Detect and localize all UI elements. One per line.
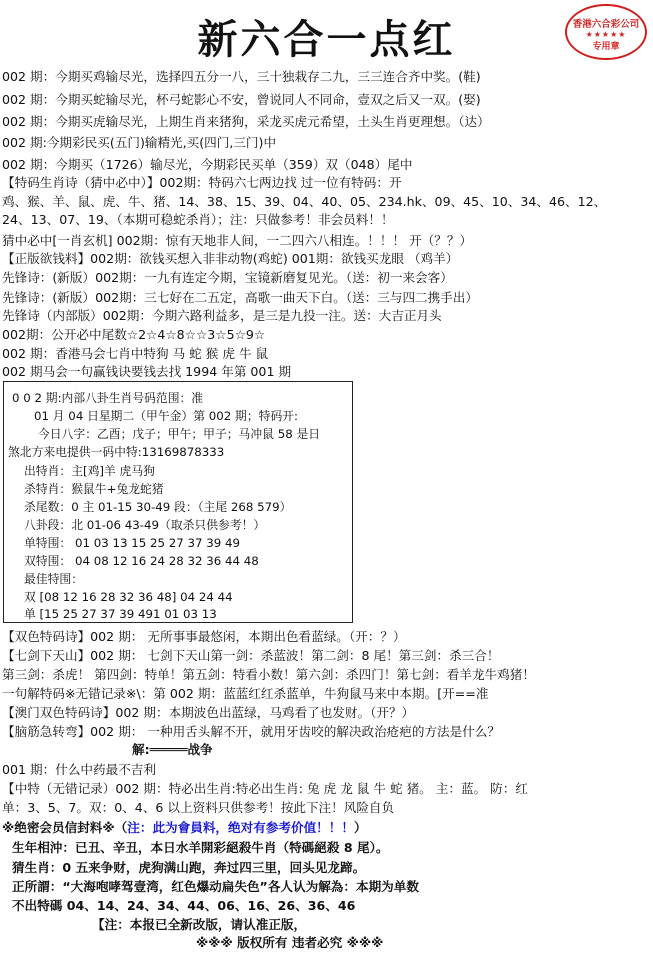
text-line: 一句解特码※无错记录※\：第 002 期：蓝蓝红红杀蓝单，牛狗鼠马来中本期。[开==准 <box>2 686 489 701</box>
bold-line: 不出特碼 04、14、24、34、44、06、16、26、36、46 <box>12 898 356 913</box>
text-line: 002 期：今期买（1726）输尽光，今期彩民买单（359）双（048）尾中 <box>2 157 413 172</box>
box-line: 单特围： 01 03 13 15 25 27 37 39 49 <box>24 536 241 550</box>
box-line: 今日八字：乙酉；戊子；甲午；甲子；马冲鼠 58 是日 <box>38 427 321 441</box>
box-line: 0 0 2 期:内部八卦生肖号码范围：准 <box>12 391 204 405</box>
vip-suffix: ） <box>353 820 367 835</box>
box-line: 01 月 04 日星期二（甲午金）第 002 期；特码开: <box>34 409 299 423</box>
text-line: 001 期：什么中药最不吉利 <box>2 762 156 777</box>
text-line: 002 期马会一句赢钱诀要钱去找 1994 年第 001 期 <box>2 364 292 379</box>
box-line: 最佳特围： <box>24 572 83 586</box>
text-line: 猜中必中[一肖玄机] 002期：惊有天地非人间，一二四六八相连。！！！ 开（？？） <box>2 233 473 248</box>
vip-note: 注：此为會員料，绝对有参考价值！！！ <box>127 820 354 835</box>
prediction-box <box>3 381 353 623</box>
bold-line: 【注：本报已全新改版，请认准正版， <box>92 917 307 932</box>
box-line: 杀特肖：猴鼠牛+兔龙蛇猪 <box>24 482 164 496</box>
text-line: 先锋诗：(新版）002期：一九有连定今期，宝镜新磨复见光。（送：初一来会客） <box>2 270 453 285</box>
riddle-answer: 解:═════战争 <box>132 742 213 757</box>
seal-line3: 专用章 <box>592 42 620 52</box>
official-seal <box>565 4 647 60</box>
text-line: 002 期：今期买鸡输尽光，选择四五分一八，三十独栽存二九，三三连合齐中奖。(鞋) <box>2 69 481 84</box>
text-line: 002 期:今期彩民买(五门)输精光,买(四门,三门)中 <box>2 135 277 150</box>
box-line: 出特肖：主[鸡]羊 虎马狗 <box>24 464 155 478</box>
text-line: 【正版欲钱料】002期：欲钱买想入非非动物(鸡蛇) 001期：欲钱买龙眼 （鸡羊） <box>2 251 459 266</box>
vip-prefix: ※绝密会员信封料※（ <box>2 820 128 835</box>
page-title: 新六合一点红 <box>197 16 456 63</box>
text-line: 先锋诗（内部版）002期：今期六路利益多，是三是九投一注。送：大吉正月头 <box>2 308 442 323</box>
text-line: 【中特（无错记录）002 期：特必出生肖:特必出生肖: 兔 虎 龙 鼠 牛 蛇 猪。 主：蓝。 防：红 <box>2 781 528 796</box>
text-line: 002期：公开必中尾数☆2☆4☆8☆☆3☆5☆9☆ <box>2 327 266 342</box>
text-line: 002 期：今期买虎输尽光，上期生肖来猪狗，采龙买虎元希望，土头生肖更理想。（达） <box>2 114 490 129</box>
text-line: 24、13、07、19、（本期可稳蛇杀肖）；注：只做参考！非会员料！！ <box>2 212 394 227</box>
text-line: 单：3、5、7。双：0、4、6 以上资料只供参考！按此下注！风险自负 <box>2 800 395 815</box>
text-line: 002 期：今期买蛇输尽光，杯弓蛇影心不安，曾说同人不同命，壹双之后又一双。(娶) <box>2 92 481 107</box>
text-line: 先锋诗：(新版）002期：三七好在二五定，高歌一曲天下白。（送：三与四二携手出） <box>2 290 479 305</box>
text-line: 第三剑：杀虎！ 第四剑：特单！第五剑：特看小数！第六剑：杀四门！第七剑：看羊龙牛鸡猪！ <box>2 667 535 682</box>
box-line: 双 [08 12 16 28 32 36 48] 04 24 44 <box>24 590 233 604</box>
box-line: 双特围： 04 08 12 16 24 28 32 36 44 48 <box>24 554 259 568</box>
seal-stars: ★★★★★ <box>585 30 627 39</box>
text-line: 【双色特码诗】002 期： 无所事事最悠闲，本期出色看蓝绿。（开：？） <box>2 629 406 644</box>
bold-line: 生年相沖：已丑、辛丑，本日水羊開彩絕殺牛肖（特碼絕殺 8 尾）。 <box>12 840 389 855</box>
text-line: 002 期：香港马会七肖中特狗 马 蛇 猴 虎 牛 鼠 <box>2 346 269 361</box>
vip-line <box>2 819 367 837</box>
box-line: 杀尾数：0 主 01-15 30-49 段：（主尾 268 579） <box>24 500 292 514</box>
box-line: 单 [15 25 27 37 39 491 01 03 13 <box>24 607 217 621</box>
seal-line1: 香港六合彩公司 <box>572 19 640 30</box>
text-line: 【澳门双色特码诗】002 期：本期波色出蓝绿，马鸡看了也发财。（开？） <box>2 705 415 720</box>
text-line: 【特码生肖诗（猜中必中）】002期：特码六七两边找 过一位有特码：开 <box>2 175 402 190</box>
bold-line: 猜生肖：0 五来争财，虎狗满山跑，奔过四三里，回头见龙蹄。 <box>12 860 366 875</box>
copyright-line: ※※※ 版权所有 违者必究 ※※※ <box>196 935 384 950</box>
text-line: 鸡、猴、羊、鼠、虎、牛、猪、14、38、15、39、04、40、05、234.hk、09、45、10、34、46、12、 <box>2 194 607 209</box>
text-line: 【七剑下天山】002 期： 七剑下天山第一剑：杀蓝波！第二剑：8 尾！第三剑：杀三合！ <box>2 648 500 663</box>
text-line: 【脑筋急转弯】002 期： 一种用舌头解不开，就用牙齿咬的解决政治疮疤的方法是什么？ <box>2 724 501 739</box>
box-line: 八卦段：北 01-06 43-49（取杀只供参考！） <box>24 518 266 532</box>
box-line: 煞北方来电提供一码中特:13169878333 <box>8 445 225 459</box>
bold-line: 正所謂：“大海咆哮驾壹湾，红色爆动扁失色”各人认为解為：本期为单数 <box>12 879 419 894</box>
